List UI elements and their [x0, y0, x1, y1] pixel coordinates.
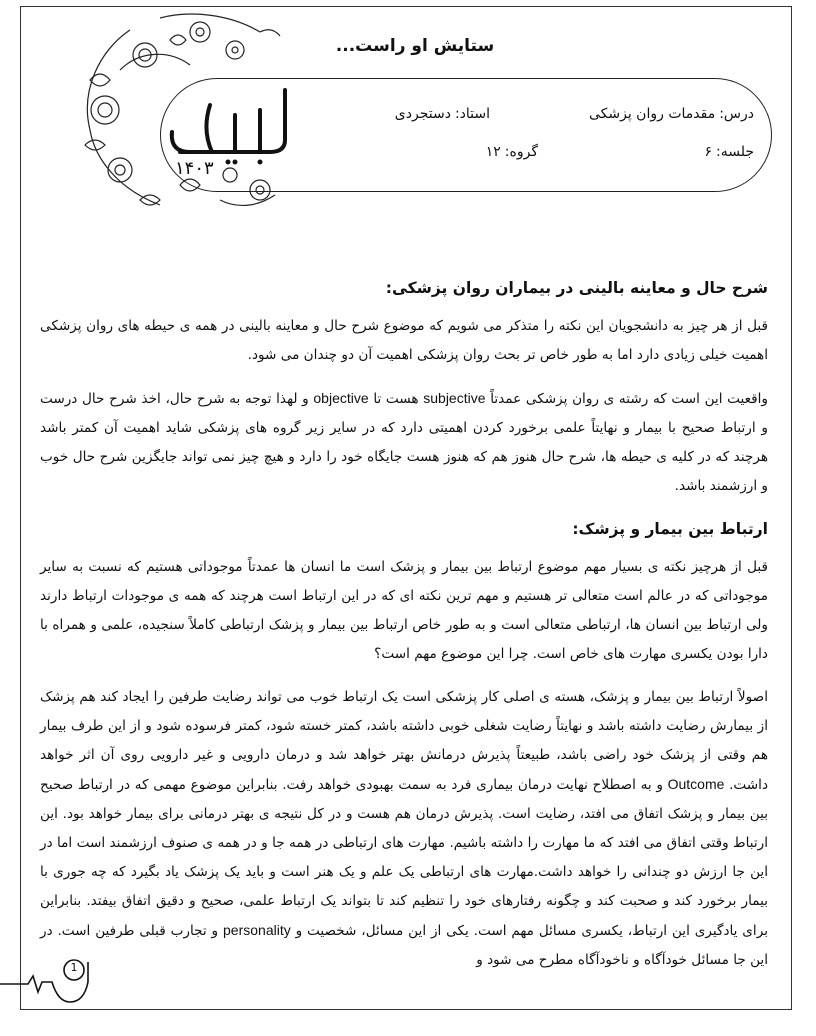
group-info — [486, 144, 538, 160]
course-label: درس: — [719, 106, 754, 122]
teacher-label: استاد: — [454, 106, 490, 122]
section-title-history: شرح حال و معاینه بالینی در بیماران روان پزشکی: — [385, 279, 768, 297]
course-info — [589, 106, 754, 122]
document-body — [40, 270, 768, 989]
english-term-outcome: Outcome — [667, 776, 725, 792]
group-label: گروه: — [504, 144, 538, 160]
year-label: ۱۴۰۳ — [175, 158, 214, 179]
paragraph-relationship: قبل از هرچیز نکته ی بسیار مهم موضوع ارتباط بین بیمار و پزشک است ما انسان ها عمدتاً موجوداتی هستیم که نسبت به سایر موجوداتی که در عالم است متعالی تر هستیم و مهم ترین نکته ای که در این ارتباط است هرچند که همه ی موجودات ارتباط دارند ولی ارتباط بین انسان ها، ارتباطی متعالی است و به طور خاص ارتباط بین بیمار و پزشک ارتباطی کاملاً سنجیده، علمی و همراه با دارا بودن یکسری مهارت های خاص است. چرا این موضوع مهم است؟ — [40, 559, 768, 662]
page-number: 1 — [70, 961, 78, 974]
paragraph-subjective: واقعیت این است که رشته ی روان پزشکی عمدتاً subjective هست تا objective و لهذا توجه به شرح حال، اخذ شرح حال درست و ارتباط صحیح با بیمار و نهایتاً علمی برخورد کردن اهمیتی دارد که در سایر زیر گروه های پزشکی شاید اهمیت آن کمتر باشد هرچند که در کلیه ی حیطه ها، شرح حال هنوز هم که هنوز هست جایگاه خود را دارد و هیچ چیز نمی تواند جایگزین شرح حال خوب و ارزشمند باشد. — [40, 390, 768, 494]
paragraph-intro: قبل از هر چیز به دانشجویان این نکته را متذکر می شویم که موضوع شرح حال و معاینه بالینی در همه ی حیطه های روان پزشکی اهمیت خیلی زیادی دارد اما به طور خاص تر بحث روان پزشکی اهمیت آن دو چندان می شود. — [40, 318, 768, 363]
session-label: جلسه: — [715, 144, 754, 160]
stethoscope-icon — [0, 952, 100, 1022]
paragraph-outcome: اصولاً ارتباط بین بیمار و پزشک، هسته ی اصلی کار پزشکی است یک ارتباط خوب می تواند رضایت طرفین را ایجاد کند هم پزشک از بیمارش رضایت داشته باشد و نهایتاً رضایت شغلی خوبی داشته باشد، کمتر خسته شود، کمتر فرسوده شود و از این طرف بیمار هم وقتی از پزشک خود راضی باشد، طبیعتاً پذیرش درمانش بهتر خواهد شد و درمان دارویی و غیر دارویی روی آن اثر خواهد داشت. Outcome و به اصطلاح نهایت درمان بیماری فرد به سمت بهبودی خواهد رفت. بنابراین موضوع مهمی که در ارتباط صحیح بین بیمار و پزشک اتفاق می افتد، رضایت است. پذیرش درمان هم هست و در کل نتیجه ی بهتر درمانی برای بیمار خواهد بود. این ارتباط وقتی اتفاق می افتد که ما مهارت را داشته باشیم. مهارت های ارتباطی در همه جا و در همه ی صنوف ارزشمند است اما در این جا ارزش دو چندانی را خواهد داشت.مهارت های ارتباطی یک علم و یک هنر است و باید یک پزشک یاد بگیرد که چه جوری با بیمار برخورد کند و صحبت کند و چگونه رفتارهای خود را تنظیم کند تا بتواند یک ارتباط علمی، صحیح و دقیق اتفاق بیفتد. بنابراین برای یادگیری این ارتباط، یکسری مسائل مهم است. یکی از این مسائل، شخصیت و personality و تجارب قبلی طرفین است. در این جا مسائل خودآگاه و ناخودآگاه مطرح می شود و — [40, 689, 768, 968]
english-term-objective: objective — [313, 390, 369, 406]
teacher-info — [395, 106, 490, 122]
praise-heading: ستایش او راست... — [335, 36, 495, 56]
english-term-subjective: subjective — [423, 390, 486, 406]
session-info — [704, 144, 754, 160]
teacher-value: دستجردی — [394, 106, 451, 122]
section-title-relationship: ارتباط بین بیمار و پزشک: — [572, 520, 768, 538]
course-value: مقدمات روان پزشکی — [588, 106, 716, 122]
english-term-personality: personality — [223, 922, 291, 938]
session-value: ۶ — [704, 144, 712, 160]
group-value: ۱۲ — [485, 144, 501, 160]
tabiban-logo — [150, 70, 300, 190]
